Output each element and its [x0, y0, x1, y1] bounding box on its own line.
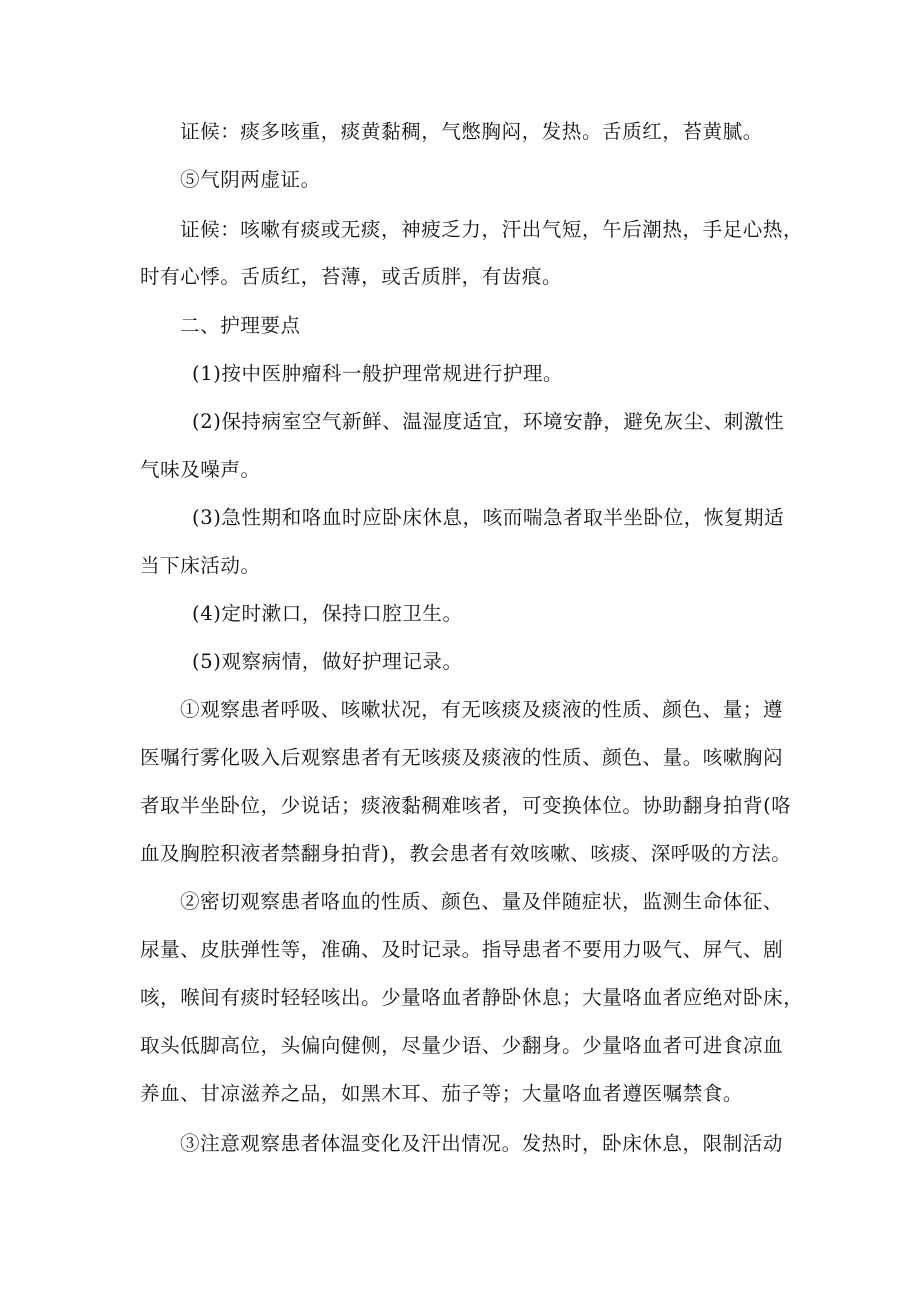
paragraph-line: (5)观察病情，做好护理记录。	[192, 650, 463, 673]
paragraph-line: 取头低脚高位，头偏向健侧，尽量少语、少翻身。少量咯血者可进食凉血	[140, 1034, 784, 1057]
paragraph-line: 养血、甘凉滋养之品，如黑木耳、茄子等；大量咯血者遵医嘱禁食。	[140, 1082, 744, 1105]
paragraph-line: 气味及噪声。	[140, 458, 261, 481]
section-heading: 二、护理要点	[180, 314, 301, 337]
paragraph-line: (3)急性期和咯血时应卧床休息，咳而喘急者取半坐卧位，恢复期适	[192, 506, 785, 529]
paragraph-line: 血及胸腔积液者禁翻身拍背)，教会患者有效咳嗽、咳痰、深呼吸的方法。	[140, 842, 792, 865]
paragraph-line: (1)按中医肿瘤科一般护理常规进行护理。	[192, 362, 564, 385]
paragraph-line: ③注意观察患者体温变化及汗出情况。发热时，卧床休息，限制活动	[180, 1132, 784, 1155]
paragraph-line: ①观察患者呼吸、咳嗽状况，有无咳痰及痰液的性质、颜色、量；遵	[180, 698, 784, 721]
paragraph-line: 尿量、皮肤弹性等，准确、及时记录。指导患者不要用力吸气、屏气、剧	[140, 938, 784, 961]
paragraph-line: ②密切观察患者咯血的性质、颜色、量及伴随症状，监测生命体征、	[180, 890, 784, 913]
paragraph-line: 当下床活动。	[140, 554, 261, 577]
paragraph-line: 医嘱行雾化吸入后观察患者有无咳痰及痰液的性质、颜色、量。咳嗽胸闷	[140, 746, 784, 769]
paragraph-line: 咳，喉间有痰时轻轻咳出。少量咯血者静卧休息；大量咯血者应绝对卧床，	[140, 986, 804, 1009]
paragraph-line: ⑤气阴两虚证。	[180, 168, 321, 191]
paragraph-line: 证候：痰多咳重，痰黄黏稠，气憋胸闷，发热。舌质红，苔黄腻。	[180, 120, 763, 143]
paragraph-line: 证候：咳嗽有痰或无痰，神疲乏力，汗出气短，午后潮热，手足心热，	[180, 218, 804, 241]
paragraph-line: 时有心悸。舌质红，苔薄，或舌质胖，有齿痕。	[140, 265, 563, 288]
paragraph-line: (4)定时漱口，保持口腔卫生。	[192, 602, 463, 625]
paragraph-line: 者取半坐卧位，少说话；痰液黏稠难咳者，可变换体位。协助翻身拍背(咯	[140, 794, 792, 817]
paragraph-line: (2)保持病室空气新鲜、温湿度适宜，环境安静，避免灰尘、刺激性	[192, 410, 785, 433]
